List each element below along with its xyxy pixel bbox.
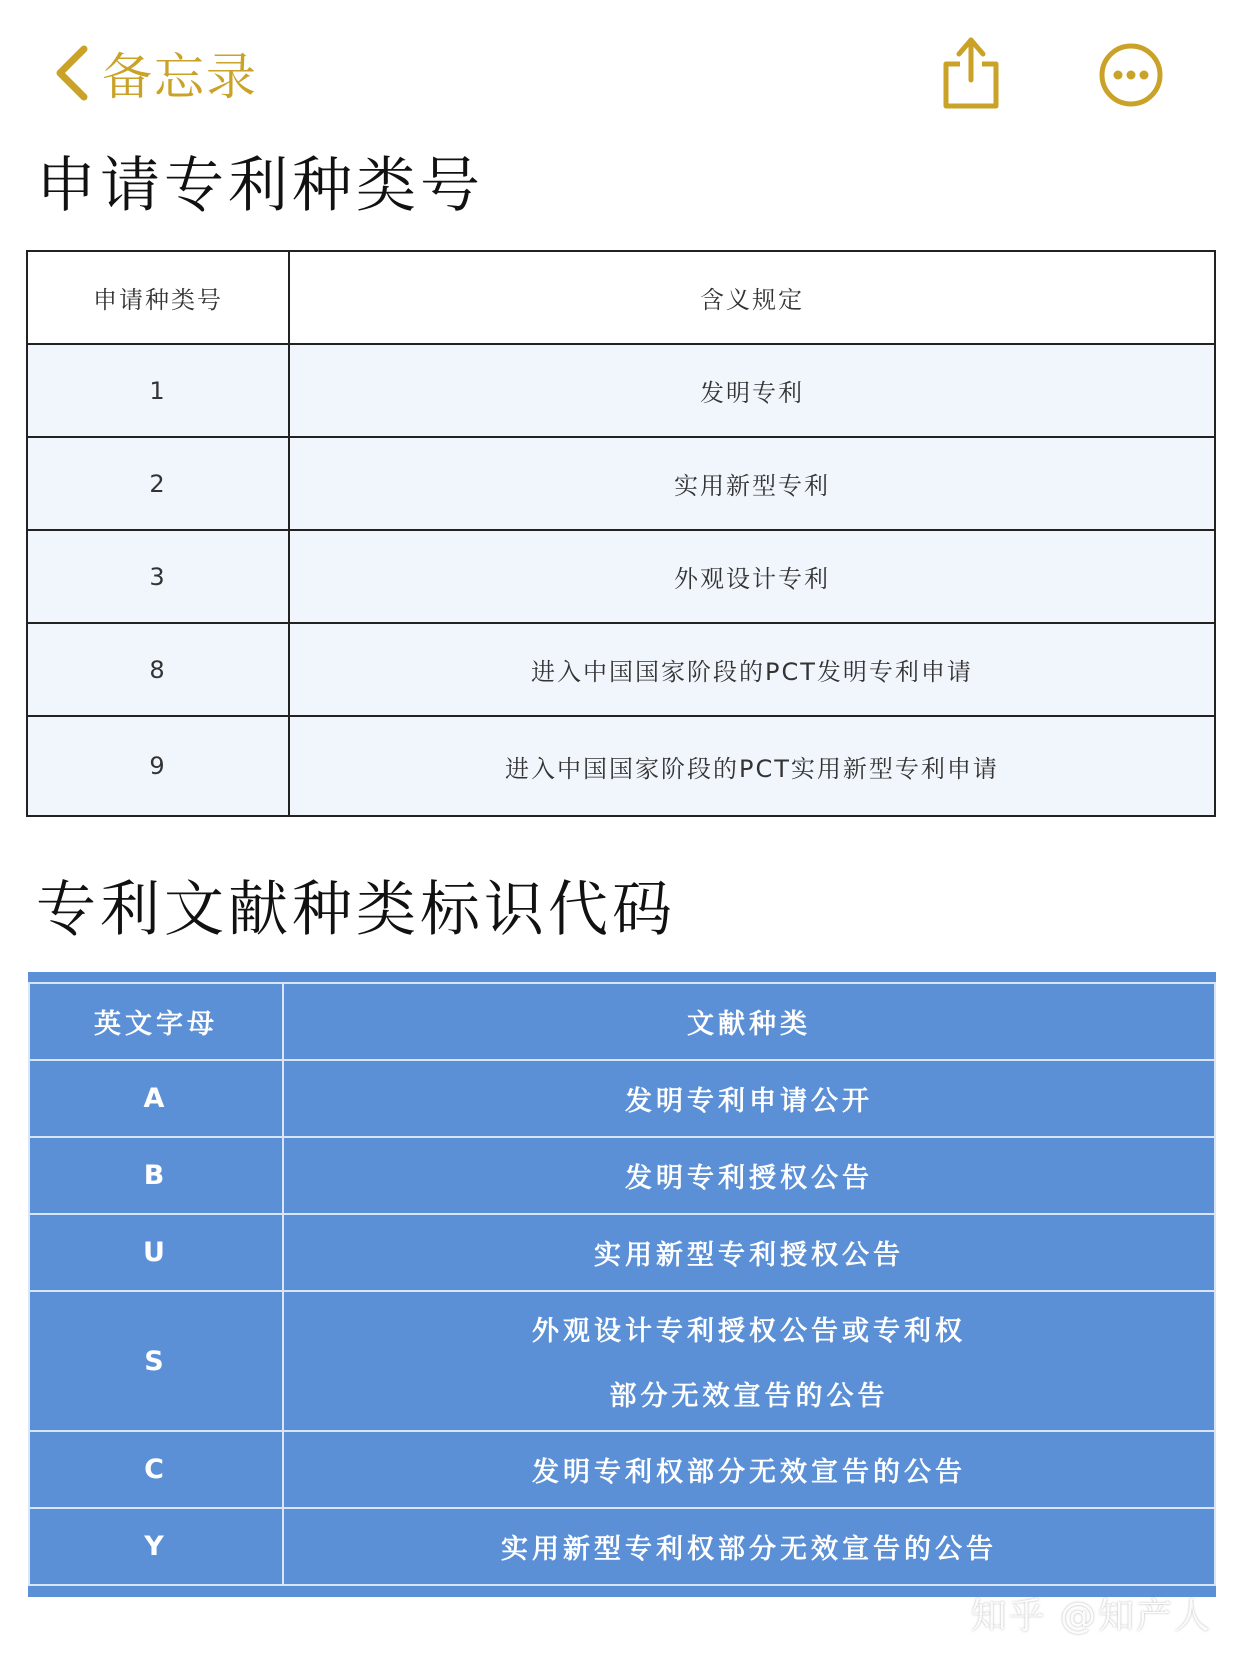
column-header: 含义规定 [289, 251, 1215, 344]
back-button[interactable] [52, 38, 258, 108]
document-type-cell: 发明专利权部分无效宣告的公告 [283, 1431, 1215, 1508]
document-type-cell: 实用新型专利授权公告 [283, 1214, 1215, 1291]
table-row [27, 530, 1215, 623]
meaning-cell: 实用新型专利 [289, 437, 1215, 530]
table-row [29, 1431, 1215, 1508]
type-number-cell: 3 [27, 530, 289, 623]
section1-title: 申请专利种类号 [36, 151, 484, 221]
application-type-table [26, 250, 1216, 817]
letter-code-cell: C [29, 1431, 283, 1508]
table-row [27, 437, 1215, 530]
letter-code-cell: U [29, 1214, 283, 1291]
table-row [29, 1137, 1215, 1214]
column-header: 英文字母 [29, 983, 283, 1060]
section2-title: 专利文献种类标识代码 [36, 875, 676, 945]
type-number-cell: 2 [27, 437, 289, 530]
table-row [27, 716, 1215, 816]
meaning-cell: 进入中国国家阶段的PCT发明专利申请 [289, 623, 1215, 716]
chevron-left-icon [52, 43, 92, 103]
meaning-cell: 进入中国国家阶段的PCT实用新型专利申请 [289, 716, 1215, 816]
back-label: 备忘录 [102, 48, 258, 106]
table-row [29, 1291, 1215, 1431]
table-row [27, 623, 1215, 716]
meaning-cell: 外观设计专利 [289, 530, 1215, 623]
table-header-row [27, 251, 1215, 344]
document-type-cell: 发明专利申请公开 [283, 1060, 1215, 1137]
type-number-cell: 8 [27, 623, 289, 716]
document-code-table [28, 982, 1216, 1586]
document-type-cell: 发明专利授权公告 [283, 1137, 1215, 1214]
column-header: 文献种类 [283, 983, 1215, 1060]
document-type-line: 部分无效宣告的公告 [609, 1381, 889, 1412]
type-number-cell: 1 [27, 344, 289, 437]
document-code-table-panel [28, 972, 1216, 1597]
letter-code-cell: B [29, 1137, 283, 1214]
watermark: 知乎 @知产人 [970, 1596, 1212, 1637]
table-header-row [29, 983, 1215, 1060]
navigation-bar [0, 0, 1242, 140]
document-type-line: 外观设计专利授权公告或专利权 [532, 1316, 966, 1347]
share-icon[interactable] [940, 34, 1002, 110]
table-row [29, 1060, 1215, 1137]
table-row [29, 1508, 1215, 1585]
letter-code-cell: A [29, 1060, 283, 1137]
letter-code-cell: Y [29, 1508, 283, 1585]
letter-code-cell: S [29, 1291, 283, 1431]
table-row [29, 1214, 1215, 1291]
column-header: 申请种类号 [27, 251, 289, 344]
type-number-cell: 9 [27, 716, 289, 816]
table-row [27, 344, 1215, 437]
meaning-cell: 发明专利 [289, 344, 1215, 437]
more-options-icon[interactable] [1098, 42, 1164, 108]
document-type-cell [283, 1291, 1215, 1431]
document-type-cell: 实用新型专利权部分无效宣告的公告 [283, 1508, 1215, 1585]
